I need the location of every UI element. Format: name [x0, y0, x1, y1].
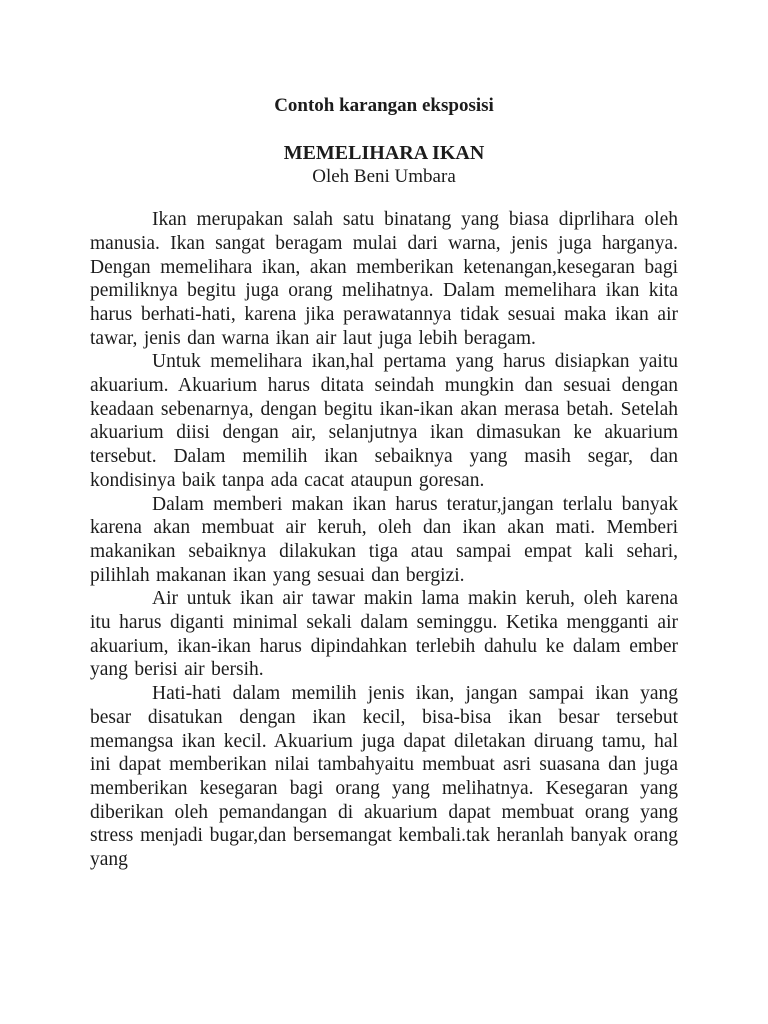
document-heading: Contoh karangan eksposisi [274, 95, 494, 116]
paragraph-1: Ikan merupakan salah satu binatang yang biasa diprlihara oleh manusia. Ikan sangat beragam mulai dari warna, jenis juga harganya. Dengan memelihara ikan, akan memberikan ketenangan,kesegaran bagi pemiliknya begitu juga orang melihatnya. Dalam memelihara ikan kita harus berhati-hati, karena jika perawatannya tidak sesuai maka ikan air tawar, jenis dan warna ikan air laut juga lebih beragam. [90, 209, 678, 349]
paragraph-2: Untuk memelihara ikan,hal pertama yang harus disiapkan yaitu akuarium. Akuarium harus ditata seindah mungkin dan sesuai dengan keadaan sebenarnya, dengan begitu ikan-ikan akan merasa betah. Setelah akuarium diisi dengan air, selanjutnya ikan dimasukan ke akuarium tersebut. Dalam memilih ikan sebaiknya yang masih segar, dan kondisinya baik tanpa ada cacat ataupun goresan. [90, 351, 678, 491]
document-body [90, 208, 678, 872]
paragraph-5: Hati-hati dalam memilih jenis ikan, jangan sampai ikan yang besar disatukan dengan ikan kecil, bisa-bisa ikan besar tersebut memangsa ikan kecil. Akuarium juga dapat diletakan diruang tamu, hal ini dapat memberikan nilai tambahyaitu membuat asri suasana dan juga memberikan kesegaran bagi orang yang melihatnya. Kesegaran yang diberikan oleh pemandangan di akuarium dapat membuat orang yang stress menjadi bugar,dan bersemangat kembali.tak heranlah banyak orang yang [90, 683, 678, 871]
document-byline: Oleh Beni Umbara [312, 166, 456, 188]
paragraph-3: Dalam memberi makan ikan harus teratur,jangan terlalu banyak karena akan membuat air keruh, oleh dan ikan akan mati. Memberi makanikan sebaiknya dilakukan tiga atau sampai empat kali sehari, pilihlah makanan ikan yang sesuai dan bergizi. [90, 493, 678, 586]
paragraph-4: Air untuk ikan air tawar makin lama makin keruh, oleh karena itu harus diganti minimal sekali dalam seminggu. Ketika mengganti air akuarium, ikan-ikan harus dipindahkan terlebih dahulu ke dalam ember yang berisi air bersih. [90, 588, 678, 681]
document-title: MEMELIHARA IKAN [283, 141, 485, 164]
